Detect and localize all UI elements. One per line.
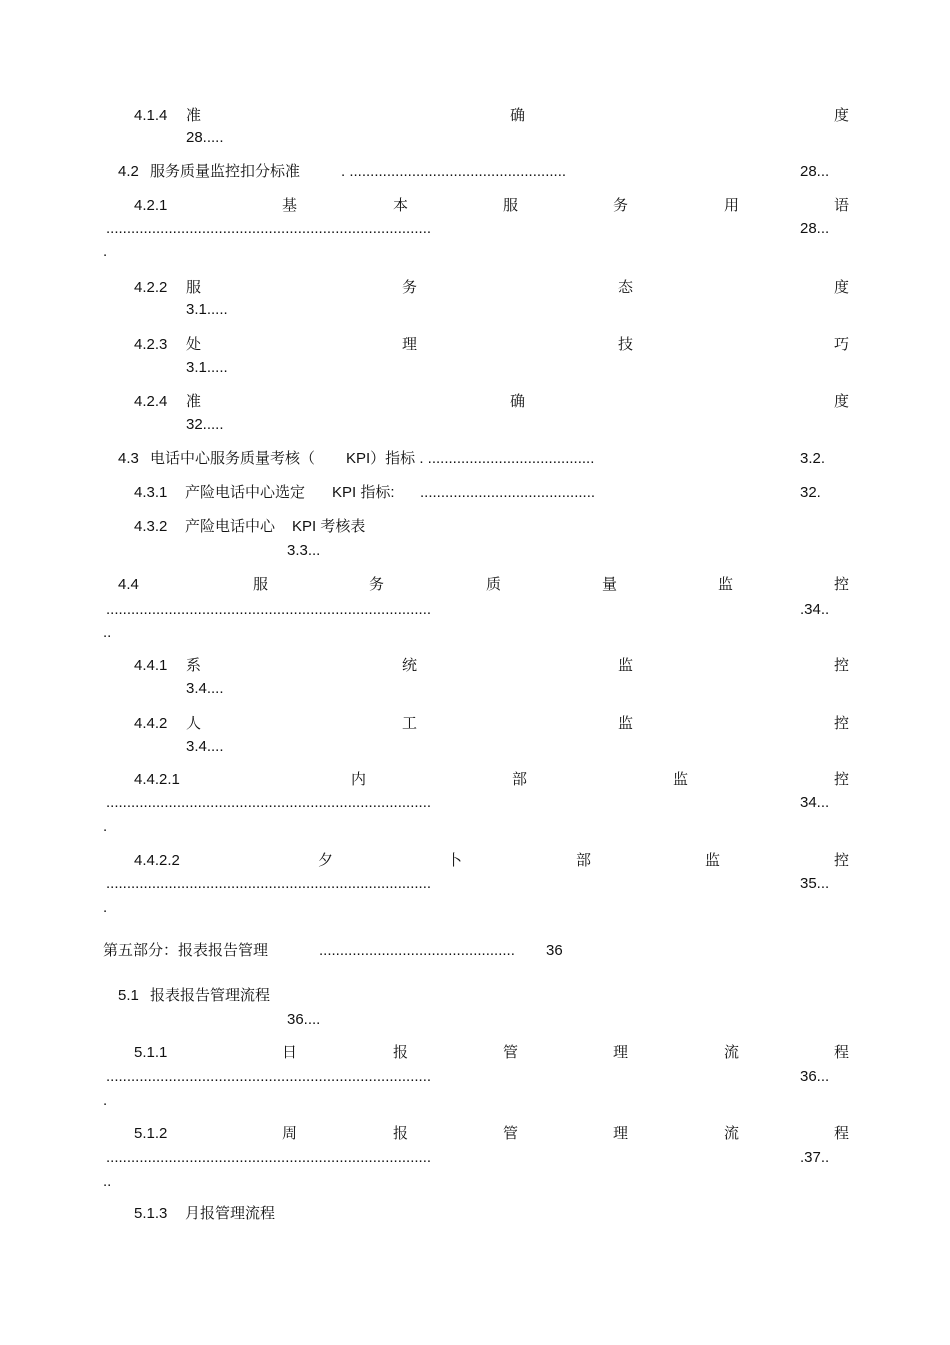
title-char: 质 bbox=[486, 576, 502, 593]
dot-leader-tail: . bbox=[103, 1092, 108, 1109]
title-char: 夕 bbox=[318, 852, 334, 869]
title-char: 控 bbox=[834, 715, 850, 732]
title-char: 本 bbox=[393, 197, 409, 214]
section-number: 4.3.2 bbox=[134, 518, 168, 535]
title-char: 监 bbox=[705, 852, 721, 869]
page-number: 35... bbox=[800, 875, 830, 892]
page-number: 34... bbox=[800, 794, 830, 811]
section-title-kpi: KPI）指标 . ........................................ bbox=[346, 450, 595, 467]
title-char: 度 bbox=[834, 107, 850, 124]
page-number: 3.4.... bbox=[186, 680, 224, 697]
title-char: 理 bbox=[613, 1044, 629, 1061]
title-char: 程 bbox=[834, 1125, 850, 1142]
title-char: 用 bbox=[724, 197, 740, 214]
title-char: 准 bbox=[186, 393, 202, 410]
section-number: 4.2 bbox=[118, 163, 139, 180]
page-number: 36... bbox=[800, 1068, 830, 1085]
dot-leader: .......................................... bbox=[420, 484, 596, 501]
title-char: 日 bbox=[282, 1044, 298, 1061]
title-char: 管 bbox=[503, 1044, 519, 1061]
title-char: 务 bbox=[613, 197, 629, 214]
title-char: 确 bbox=[510, 393, 526, 410]
section-title: 产险电话中心选定 bbox=[185, 484, 306, 501]
title-char: 监 bbox=[718, 576, 734, 593]
page-number: 32. bbox=[800, 484, 821, 501]
dot-leader-tail: .. bbox=[103, 1173, 112, 1190]
section-number: 4.4.1 bbox=[134, 657, 168, 674]
title-char: 服 bbox=[186, 279, 202, 296]
section-title: 报表报告管理流程 bbox=[150, 987, 271, 1004]
title-char: 控 bbox=[834, 771, 850, 788]
dot-leader: .............................................................................. bbox=[106, 875, 432, 892]
section-title-kpi: KPI 考核表 bbox=[292, 518, 366, 535]
title-char: 确 bbox=[510, 107, 526, 124]
part-title: 第五部分：报表报告管理 bbox=[103, 942, 269, 959]
title-char: 工 bbox=[402, 715, 418, 732]
title-char: 程 bbox=[834, 1044, 850, 1061]
dot-leader-tail: . bbox=[103, 243, 108, 260]
section-number: 4.1.4 bbox=[134, 107, 168, 124]
page-number: 28... bbox=[800, 220, 830, 237]
page-number: 3.3... bbox=[287, 542, 321, 559]
title-char: 度 bbox=[834, 393, 850, 410]
section-number: 5.1.3 bbox=[134, 1205, 168, 1222]
title-char: 技 bbox=[618, 336, 634, 353]
page-number: 3.2. bbox=[800, 450, 826, 467]
dot-leader: .............................................................................. bbox=[106, 794, 432, 811]
page-number: 3.4.... bbox=[186, 738, 224, 755]
title-char: 理 bbox=[402, 336, 418, 353]
title-char: 处 bbox=[186, 336, 202, 353]
title-char: 人 bbox=[186, 715, 202, 732]
section-number: 5.1.2 bbox=[134, 1125, 168, 1142]
section-title-kpi: KPI 指标: bbox=[332, 484, 395, 501]
title-char: 控 bbox=[834, 657, 850, 674]
page-number: 28... bbox=[800, 163, 830, 180]
title-char: 务 bbox=[402, 279, 418, 296]
title-char: 基 bbox=[282, 197, 298, 214]
title-char: 语 bbox=[834, 197, 850, 214]
title-char: 态 bbox=[618, 279, 634, 296]
title-char: 流 bbox=[724, 1125, 740, 1142]
title-char: 理 bbox=[613, 1125, 629, 1142]
title-char: 准 bbox=[186, 107, 202, 124]
title-char: 部 bbox=[576, 852, 592, 869]
title-char: 巧 bbox=[834, 336, 850, 353]
title-char: 监 bbox=[673, 771, 689, 788]
section-number: 4.4 bbox=[118, 576, 139, 593]
section-title: 电话中心服务质量考核（ bbox=[150, 450, 316, 467]
dot-leader: .............................................................................. bbox=[106, 1068, 432, 1085]
title-char: 监 bbox=[618, 715, 634, 732]
title-char: 控 bbox=[834, 852, 850, 869]
title-char: 流 bbox=[724, 1044, 740, 1061]
page-number: 3.1..... bbox=[186, 301, 228, 318]
title-char: 监 bbox=[618, 657, 634, 674]
title-char: 周 bbox=[282, 1125, 298, 1142]
dot-leader: .............................................................................. bbox=[106, 220, 432, 237]
section-number: 4.3 bbox=[118, 450, 139, 467]
dot-leader-tail: . bbox=[103, 899, 108, 916]
section-title: 月报管理流程 bbox=[185, 1205, 276, 1222]
dot-leader: .............................................................................. bbox=[106, 1149, 432, 1166]
title-char: 服 bbox=[503, 197, 519, 214]
title-char: 报 bbox=[393, 1125, 409, 1142]
section-number: 4.4.2.1 bbox=[134, 771, 180, 788]
dot-leader: ............................................... bbox=[319, 942, 515, 959]
page-number: .34.. bbox=[800, 601, 830, 618]
title-char: 务 bbox=[369, 576, 385, 593]
page-number: 36.... bbox=[287, 1011, 321, 1028]
title-char: 量 bbox=[602, 576, 618, 593]
page-number: 3.1..... bbox=[186, 359, 228, 376]
title-char: 部 bbox=[512, 771, 528, 788]
section-number: 4.4.2.2 bbox=[134, 852, 180, 869]
page-number: .37.. bbox=[800, 1149, 830, 1166]
title-char: 内 bbox=[351, 771, 367, 788]
section-number: 5.1 bbox=[118, 987, 139, 1004]
section-number: 4.2.3 bbox=[134, 336, 168, 353]
title-char: 系 bbox=[186, 657, 202, 674]
title-char: 卜 bbox=[447, 852, 463, 869]
section-title: 服务质量监控扣分标准 bbox=[150, 163, 301, 180]
section-number: 4.2.4 bbox=[134, 393, 168, 410]
section-number: 4.4.2 bbox=[134, 715, 168, 732]
page-number: 36 bbox=[546, 942, 563, 959]
page-number: 32..... bbox=[186, 416, 224, 433]
title-char: 度 bbox=[834, 279, 850, 296]
dot-leader: .............................................................................. bbox=[106, 601, 432, 618]
section-number: 4.2.2 bbox=[134, 279, 168, 296]
section-number: 4.3.1 bbox=[134, 484, 168, 501]
title-char: 服 bbox=[253, 576, 269, 593]
page-number: 28..... bbox=[186, 129, 224, 146]
dot-leader-tail: .. bbox=[103, 624, 112, 641]
title-char: 统 bbox=[402, 657, 418, 674]
section-title: 产险电话中心 bbox=[185, 518, 276, 535]
title-char: 管 bbox=[503, 1125, 519, 1142]
section-number: 5.1.1 bbox=[134, 1044, 168, 1061]
title-char: 报 bbox=[393, 1044, 409, 1061]
dot-leader: . .................................................... bbox=[341, 163, 567, 180]
dot-leader-tail: . bbox=[103, 818, 108, 835]
section-number: 4.2.1 bbox=[134, 197, 168, 214]
title-char: 控 bbox=[834, 576, 850, 593]
